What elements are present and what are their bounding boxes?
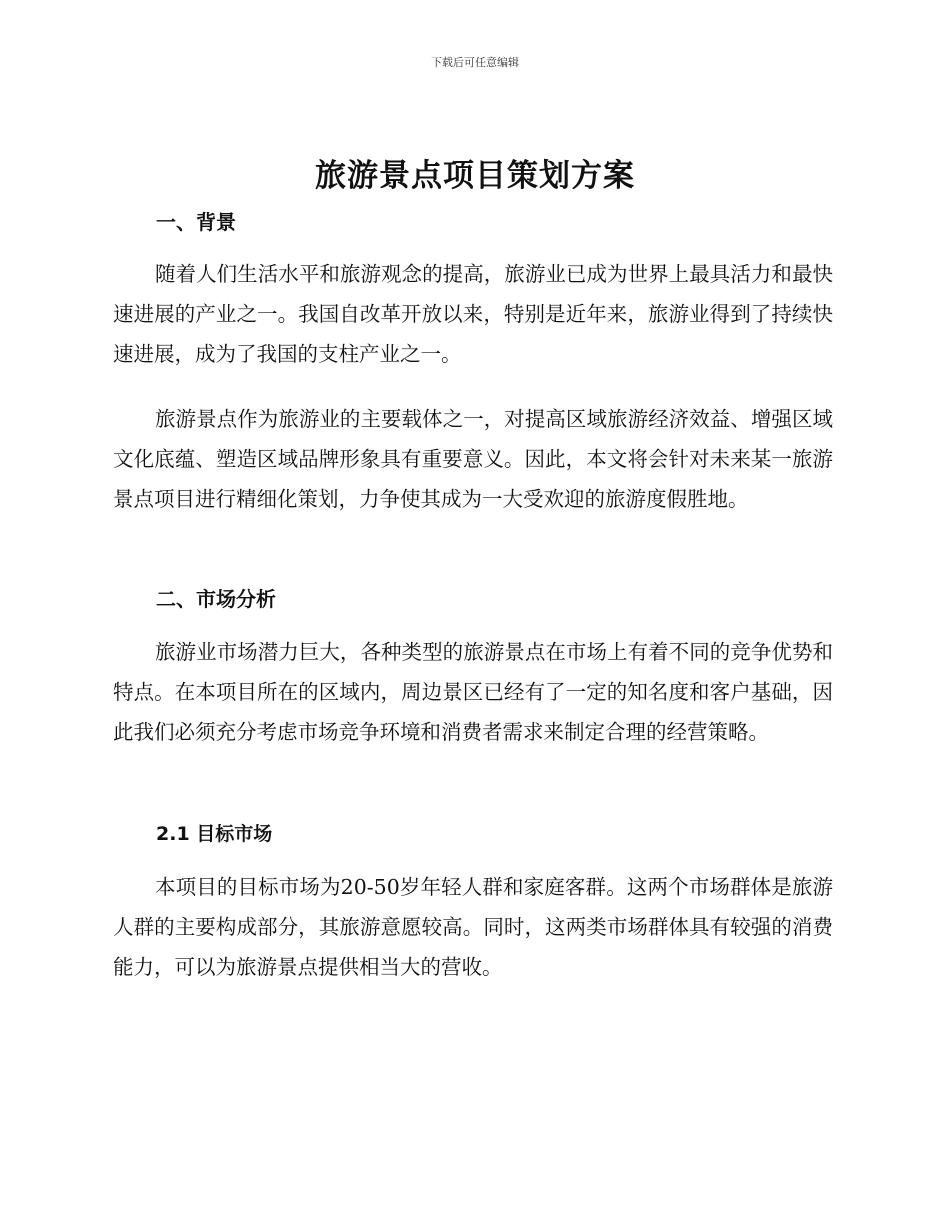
section-heading-background: 一、背景 — [156, 210, 236, 234]
paragraph-background-2: 旅游景点作为旅游业的主要载体之一，对提高区域旅游经济效益、增强区域文化底蕴、塑造区域品牌形象具有重要意义。因此，本文将会针对未来某一旅游景点项目进行精细化策划，力争使其成为一大受欢迎的旅游度假胜地。 — [113, 407, 833, 511]
document-title: 旅游景点项目策划方案 — [315, 158, 635, 194]
paragraph-background-1: 随着人们生活水平和旅游观念的提高，旅游业已成为世界上最具活力和最快速进展的产业之一。我国自改革开放以来，特别是近年来，旅游业得到了持续快速进展，成为了我国的支柱产业之一。 — [113, 262, 833, 366]
section-heading-market-analysis: 二、市场分析 — [156, 587, 276, 611]
paragraph-target-market-1: 本项目的目标市场为20-50岁年轻人群和家庭客群。这两个市场群体是旅游人群的主要构成部分，其旅游意愿较高。同时，这两类市场群体具有较强的消费能力，可以为旅游景点提供相当大的营收。 — [113, 875, 833, 979]
section-heading-target-market: 2.1 目标市场 — [156, 823, 273, 845]
page-header-note: 下载后可任意编辑 — [431, 56, 519, 69]
paragraph-market-analysis-1: 旅游业市场潜力巨大，各种类型的旅游景点在市场上有着不同的竞争优势和特点。在本项目所在的区域内，周边景区已经有了一定的知名度和客户基础，因此我们必须充分考虑市场竞争环境和消费者需求来制定合理的经营策略。 — [113, 640, 833, 744]
